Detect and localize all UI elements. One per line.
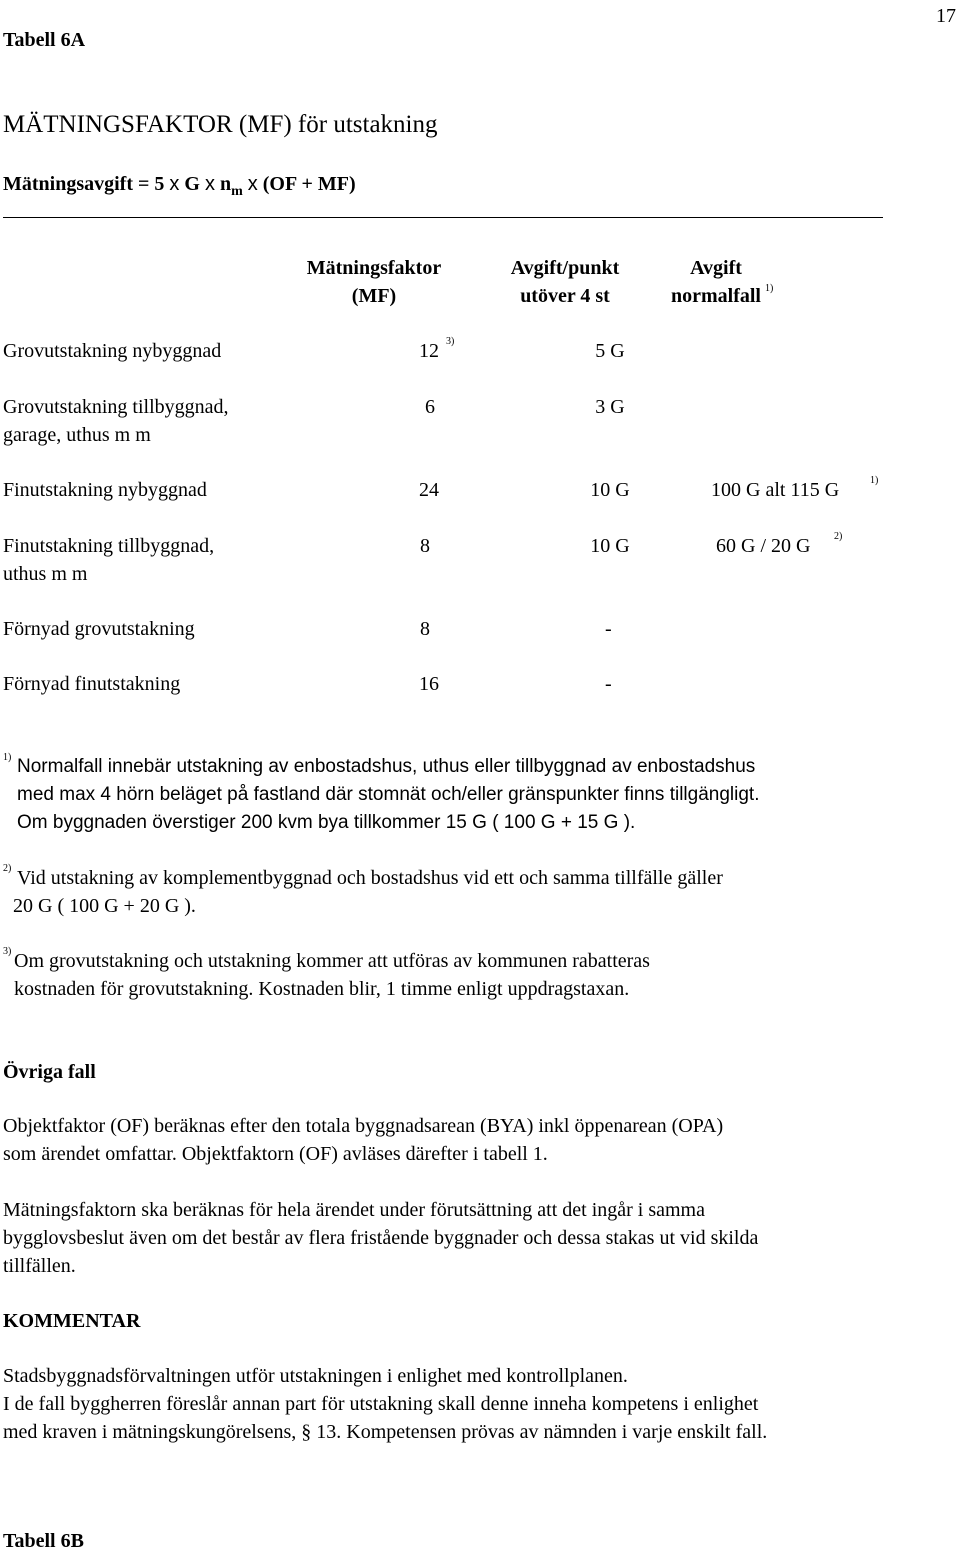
footnote-line: kostnaden för grovutstakning. Kostnaden blir, 1 timme enligt uppdragstaxan. bbox=[14, 978, 630, 1000]
row-mf: 16 bbox=[419, 673, 439, 695]
footnote-1 bbox=[17, 753, 759, 837]
page-number: 17 bbox=[936, 5, 956, 27]
row-label: Förnyad finutstakning bbox=[3, 673, 181, 695]
paragraph-line: tillfällen. bbox=[3, 1255, 76, 1277]
row-mf: 8 bbox=[420, 618, 430, 640]
formula-prefix: Mätningsavgift = 5 bbox=[3, 173, 170, 195]
header-mf-line2: (MF) bbox=[351, 285, 397, 307]
header-fee bbox=[490, 254, 640, 310]
header-fee-line2: utöver 4 st bbox=[520, 285, 610, 307]
row-label: Grovutstakning nybyggnad bbox=[3, 340, 222, 362]
formula-tail: (OF + MF) bbox=[257, 173, 356, 195]
formula-subscript: m bbox=[231, 184, 243, 199]
row-normalfall: 60 G / 20 G bbox=[716, 535, 811, 557]
header-normalfall-line2: normalfall bbox=[671, 285, 761, 307]
table-label: Tabell 6A bbox=[3, 29, 86, 51]
footnote-line: Om grovutstakning och utstakning kommer att utföras av kommunen rabatteras bbox=[14, 950, 650, 972]
row-label: Förnyad grovutstakning bbox=[3, 618, 195, 640]
paragraph-line: Objektfaktor (OF) beräknas efter den totala byggnadsarean (BYA) inkl öppenarean (OPA) bbox=[3, 1115, 724, 1137]
formula-times-3: x bbox=[247, 173, 258, 195]
section-heading-kommentar: KOMMENTAR bbox=[3, 1310, 141, 1332]
header-mf bbox=[292, 254, 456, 310]
formula-g: G bbox=[179, 173, 205, 195]
footnote-line: 20 G ( 100 G + 20 G ). bbox=[13, 895, 196, 917]
paragraph-line: Mätningsfaktorn ska beräknas för hela ärendet under förutsättning att det ingår i samma bbox=[3, 1199, 705, 1221]
row-fee: 10 G bbox=[590, 535, 630, 557]
row-normalfall: 100 G alt 115 G bbox=[711, 479, 840, 501]
row-fee: - bbox=[605, 673, 612, 695]
footnote-line: med max 4 hörn beläget på fastland där stomnät och/eller gränspunkter finns tillgängligt. bbox=[17, 784, 760, 805]
footnote-mark: 1) bbox=[3, 752, 12, 763]
kommentar-paragraph bbox=[3, 1362, 767, 1446]
row-mf-sup: 3) bbox=[446, 336, 455, 347]
paragraph-line: bygglovsbeslut även om det består av flera fristående byggnader och dessa stakas ut vid skilda bbox=[3, 1227, 759, 1249]
footnote-line: Vid utstakning av komplementbyggnad och bostadshus vid ett och samma tillfälle gäller bbox=[17, 867, 723, 889]
fee-formula bbox=[3, 170, 356, 206]
ovriga-paragraph-2 bbox=[3, 1196, 758, 1280]
row-mf: 6 bbox=[425, 396, 435, 418]
row-fee: 3 G bbox=[595, 396, 625, 418]
ovriga-paragraph-1 bbox=[3, 1112, 723, 1168]
row-mf: 12 bbox=[419, 340, 439, 362]
row-fee: 5 G bbox=[595, 340, 625, 362]
next-table-label: Tabell 6B bbox=[3, 1530, 84, 1552]
row-label-cont: uthus m m bbox=[3, 563, 88, 585]
footnote-3 bbox=[14, 947, 650, 1003]
footnote-line: Normalfall innebär utstakning av enbostadshus, uthus eller tillbyggnad av enbostadshus bbox=[17, 756, 756, 777]
header-normalfall-sup: 1) bbox=[765, 283, 774, 294]
row-label: Finutstakning nybyggnad bbox=[3, 479, 207, 501]
footnote-line: Om byggnaden överstiger 200 kvm bya tillkommer 15 G ( 100 G + 15 G ). bbox=[17, 812, 636, 833]
formula-times-2: x bbox=[204, 173, 215, 195]
row-label: Grovutstakning tillbyggnad, bbox=[3, 396, 229, 418]
header-fee-line1: Avgift/punkt bbox=[510, 257, 620, 279]
footnote-mark: 3) bbox=[3, 946, 12, 957]
formula-times-1: x bbox=[169, 173, 180, 195]
horizontal-rule bbox=[3, 217, 883, 218]
paragraph-line: med kraven i mätningskungörelsens, § 13. Kompetensen prövas av nämnden i varje enskilt fall. bbox=[3, 1421, 768, 1443]
header-normalfall-line1: Avgift bbox=[690, 257, 742, 279]
header-mf-line1: Mätningsfaktor bbox=[306, 257, 442, 279]
paragraph-line: som ärendet omfattar. Objektfaktorn (OF) avläses därefter i tabell 1. bbox=[3, 1143, 548, 1165]
section-heading-ovriga: Övriga fall bbox=[3, 1061, 96, 1083]
row-normalfall-sup: 2) bbox=[834, 531, 843, 542]
header-normalfall bbox=[646, 254, 786, 310]
row-mf: 8 bbox=[420, 535, 430, 557]
row-fee: 10 G bbox=[590, 479, 630, 501]
paragraph-line: Stadsbyggnadsförvaltningen utför utstakningen i enlighet med kontrollplanen. bbox=[3, 1365, 628, 1387]
row-label: Finutstakning tillbyggnad, bbox=[3, 535, 215, 557]
page-title: MÄTNINGSFAKTOR (MF) för utstakning bbox=[3, 111, 438, 138]
footnote-mark: 2) bbox=[3, 863, 12, 874]
paragraph-line: I de fall byggherren föreslår annan part för utstakning skall denne inneha kompetens i enlighet bbox=[3, 1393, 759, 1415]
row-label-cont: garage, uthus m m bbox=[3, 424, 151, 446]
footnote-2 bbox=[13, 864, 723, 920]
row-normalfall-sup: 1) bbox=[870, 475, 879, 486]
row-mf: 24 bbox=[419, 479, 439, 501]
row-fee: - bbox=[605, 618, 612, 640]
formula-n: n bbox=[214, 173, 232, 195]
